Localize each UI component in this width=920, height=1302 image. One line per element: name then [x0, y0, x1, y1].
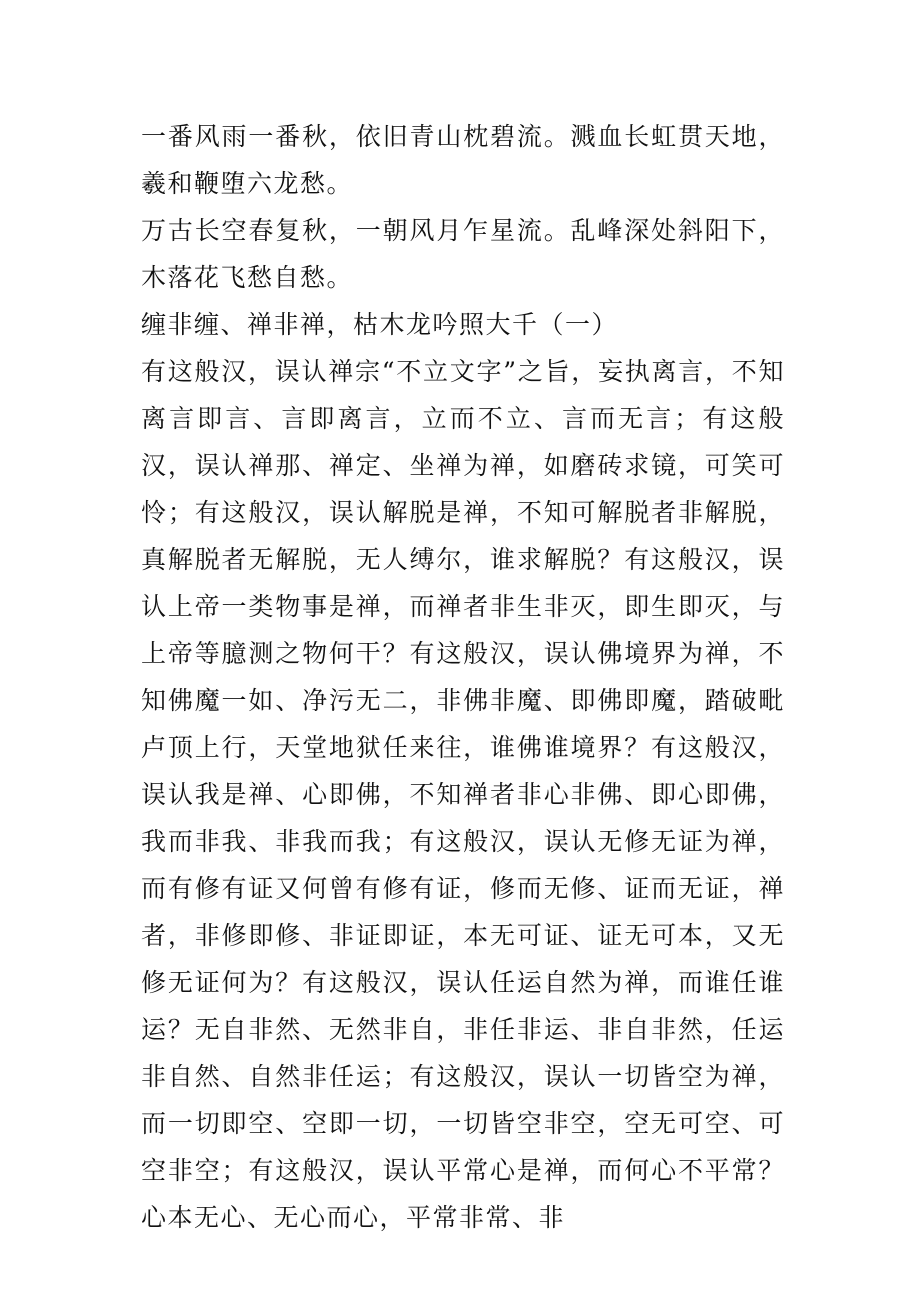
document-body — [141, 113, 785, 1241]
body-paragraph: 有这般汉，误认禅宗“不立文字”之旨，妄执离言，不知离言即言、言即离言，立而不立、言而无言；有这般汉，误认禅那、禅定、坐禅为禅，如磨砖求镜，可笑可怜；有这般汉，误认解脱是禅，不知可解脱者非解脱，真解脱者无解脱，无人缚尔，谁求解脱？有这般汉，误认上帝一类物事是禅，而禅者非生非灭，即生即灭，与上帝等臆测之物何干？有这般汉，误认佛境界为禅，不知佛魔一如、净污无二，非佛非魔、即佛即魔，踏破毗卢顶上行，天堂地狱任来往，谁佛谁境界？有这般汉，误认我是禅、心即佛，不知禅者非心非佛、即心即佛，我而非我、非我而我；有这般汉，误认无修无证为禅，而有修有证又何曾有修有证，修而无修、证而无证，禅者，非修即修、非证即证，本无可证、证无可本，又无修无证何为？有这般汉，误认任运自然为禅，而谁任谁运？无自非然、无然非自，非任非运、非自非然，任运非自然、自然非任运；有这般汉，误认一切皆空为禅，而一切即空、空即一切，一切皆空非空，空无可空、可空非空；有这般汉，误认平常心是禅，而何心不平常？心本无心、无心而心，平常非常、非 — [141, 357, 785, 1232]
section-heading: 缠非缠、禅非禅，枯木龙吟照大千（一） — [141, 310, 619, 339]
poem-paragraph-1: 一番风雨一番秋，依旧青山枕碧流。溅血长虹贯天地，羲和鞭堕六龙愁。 — [141, 122, 785, 198]
poem-paragraph-2: 万古长空春复秋，一朝风月乍星流。乱峰深处斜阳下，木落花飞愁自愁。 — [141, 216, 785, 292]
